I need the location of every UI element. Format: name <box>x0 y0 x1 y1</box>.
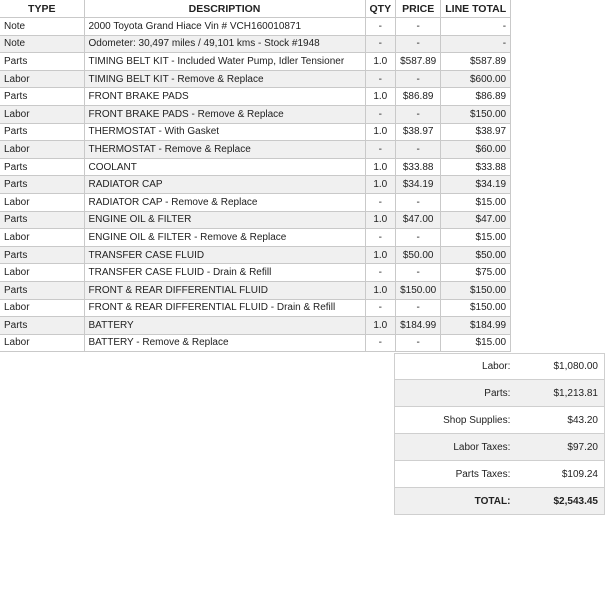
cell-line-total: $86.89 <box>441 88 511 106</box>
cell-description: ENGINE OIL & FILTER <box>84 211 365 229</box>
cell-qty: - <box>365 299 396 317</box>
type-column-header: TYPE <box>0 0 84 18</box>
cell-line-total: $34.19 <box>441 176 511 194</box>
cell-type: Labor <box>0 141 84 159</box>
cell-line-total: $600.00 <box>441 70 511 88</box>
cell-qty: 1.0 <box>365 211 396 229</box>
totals-value: $2,543.45 <box>524 488 605 515</box>
cell-type: Labor <box>0 264 84 282</box>
cell-type: Parts <box>0 317 84 335</box>
line-items-table <box>0 0 511 352</box>
cell-line-total: $33.88 <box>441 158 511 176</box>
table-row <box>0 334 511 352</box>
cell-qty: 1.0 <box>365 281 396 299</box>
cell-line-total: $184.99 <box>441 317 511 335</box>
totals-value: $1,080.00 <box>524 353 605 380</box>
totals-table <box>394 353 605 515</box>
totals-label: Parts Taxes: <box>394 461 524 488</box>
cell-type: Labor <box>0 334 84 352</box>
cell-qty: - <box>365 70 396 88</box>
cell-price: - <box>396 264 441 282</box>
cell-type: Labor <box>0 105 84 123</box>
table-row <box>0 53 511 71</box>
cell-type: Parts <box>0 88 84 106</box>
cell-price: $86.89 <box>396 88 441 106</box>
table-row <box>0 18 511 36</box>
table-row <box>0 246 511 264</box>
cell-type: Parts <box>0 246 84 264</box>
cell-price: $50.00 <box>396 246 441 264</box>
totals-value: $97.20 <box>524 434 605 461</box>
totals-row <box>394 407 605 434</box>
cell-description: TRANSFER CASE FLUID <box>84 246 365 264</box>
cell-price: $33.88 <box>396 158 441 176</box>
cell-line-total: $75.00 <box>441 264 511 282</box>
totals-label: TOTAL: <box>394 488 524 515</box>
cell-description: BATTERY <box>84 317 365 335</box>
cell-description: FRONT & REAR DIFFERENTIAL FLUID <box>84 281 365 299</box>
totals-row <box>394 380 605 407</box>
totals-row <box>394 353 605 380</box>
cell-description: ENGINE OIL & FILTER - Remove & Replace <box>84 229 365 247</box>
cell-type: Parts <box>0 53 84 71</box>
cell-type: Labor <box>0 193 84 211</box>
cell-price: $587.89 <box>396 53 441 71</box>
table-row <box>0 176 511 194</box>
totals-row <box>394 488 605 515</box>
cell-qty: 1.0 <box>365 317 396 335</box>
cell-price: $34.19 <box>396 176 441 194</box>
totals-label: Shop Supplies: <box>394 407 524 434</box>
cell-line-total: $50.00 <box>441 246 511 264</box>
table-row <box>0 35 511 53</box>
cell-line-total: $150.00 <box>441 299 511 317</box>
cell-price: - <box>396 105 441 123</box>
cell-description: FRONT BRAKE PADS - Remove & Replace <box>84 105 365 123</box>
cell-qty: 1.0 <box>365 123 396 141</box>
cell-price: - <box>396 299 441 317</box>
description-column-header: DESCRIPTION <box>84 0 365 18</box>
cell-line-total: - <box>441 35 511 53</box>
cell-description: RADIATOR CAP - Remove & Replace <box>84 193 365 211</box>
table-row <box>0 193 511 211</box>
table-row <box>0 70 511 88</box>
line-total-column-header: LINE TOTAL <box>441 0 511 18</box>
table-row <box>0 88 511 106</box>
cell-type: Note <box>0 35 84 53</box>
cell-description: TIMING BELT KIT - Remove & Replace <box>84 70 365 88</box>
table-row <box>0 211 511 229</box>
cell-type: Labor <box>0 299 84 317</box>
cell-price: - <box>396 35 441 53</box>
cell-description: BATTERY - Remove & Replace <box>84 334 365 352</box>
cell-qty: - <box>365 35 396 53</box>
table-row <box>0 317 511 335</box>
cell-qty: 1.0 <box>365 158 396 176</box>
cell-qty: - <box>365 18 396 36</box>
cell-description: FRONT BRAKE PADS <box>84 88 365 106</box>
cell-description: Odometer: 30,497 miles / 49,101 kms - Stock #1948 <box>84 35 365 53</box>
cell-qty: 1.0 <box>365 88 396 106</box>
table-row <box>0 158 511 176</box>
cell-qty: - <box>365 334 396 352</box>
totals-value: $109.24 <box>524 461 605 488</box>
cell-line-total: $47.00 <box>441 211 511 229</box>
cell-description: TIMING BELT KIT - Included Water Pump, Idler Tensioner <box>84 53 365 71</box>
cell-type: Parts <box>0 158 84 176</box>
cell-description: TRANSFER CASE FLUID - Drain & Refill <box>84 264 365 282</box>
qty-column-header: QTY <box>365 0 396 18</box>
cell-description: 2000 Toyota Grand Hiace Vin # VCH160010871 <box>84 18 365 36</box>
totals-row <box>394 461 605 488</box>
table-row <box>0 281 511 299</box>
cell-price: - <box>396 141 441 159</box>
cell-line-total: $587.89 <box>441 53 511 71</box>
cell-type: Parts <box>0 176 84 194</box>
cell-description: RADIATOR CAP <box>84 176 365 194</box>
cell-line-total: $15.00 <box>441 229 511 247</box>
table-header-row <box>0 0 511 18</box>
cell-type: Parts <box>0 281 84 299</box>
totals-label: Parts: <box>394 380 524 407</box>
cell-qty: - <box>365 193 396 211</box>
totals-label: Labor: <box>394 353 524 380</box>
cell-price: $184.99 <box>396 317 441 335</box>
cell-price: - <box>396 193 441 211</box>
table-row <box>0 229 511 247</box>
cell-line-total: $150.00 <box>441 105 511 123</box>
table-row <box>0 299 511 317</box>
totals-value: $1,213.81 <box>524 380 605 407</box>
cell-type: Note <box>0 18 84 36</box>
table-row <box>0 105 511 123</box>
cell-price: - <box>396 334 441 352</box>
cell-description: FRONT & REAR DIFFERENTIAL FLUID - Drain & Refill <box>84 299 365 317</box>
cell-description: THERMOSTAT - With Gasket <box>84 123 365 141</box>
cell-qty: - <box>365 229 396 247</box>
cell-line-total: - <box>441 18 511 36</box>
table-row <box>0 264 511 282</box>
totals-row <box>394 434 605 461</box>
table-row <box>0 123 511 141</box>
cell-price: $150.00 <box>396 281 441 299</box>
cell-price: $38.97 <box>396 123 441 141</box>
cell-price: - <box>396 70 441 88</box>
cell-price: - <box>396 18 441 36</box>
cell-description: COOLANT <box>84 158 365 176</box>
cell-line-total: $38.97 <box>441 123 511 141</box>
cell-type: Parts <box>0 211 84 229</box>
cell-type: Labor <box>0 70 84 88</box>
cell-price: $47.00 <box>396 211 441 229</box>
totals-value: $43.20 <box>524 407 605 434</box>
cell-qty: - <box>365 264 396 282</box>
table-row <box>0 141 511 159</box>
cell-qty: 1.0 <box>365 176 396 194</box>
cell-line-total: $15.00 <box>441 334 511 352</box>
cell-qty: - <box>365 105 396 123</box>
cell-qty: 1.0 <box>365 246 396 264</box>
cell-line-total: $150.00 <box>441 281 511 299</box>
cell-qty: - <box>365 141 396 159</box>
cell-type: Parts <box>0 123 84 141</box>
cell-price: - <box>396 229 441 247</box>
cell-qty: 1.0 <box>365 53 396 71</box>
price-column-header: PRICE <box>396 0 441 18</box>
cell-type: Labor <box>0 229 84 247</box>
cell-line-total: $60.00 <box>441 141 511 159</box>
totals-label: Labor Taxes: <box>394 434 524 461</box>
cell-description: THERMOSTAT - Remove & Replace <box>84 141 365 159</box>
cell-line-total: $15.00 <box>441 193 511 211</box>
